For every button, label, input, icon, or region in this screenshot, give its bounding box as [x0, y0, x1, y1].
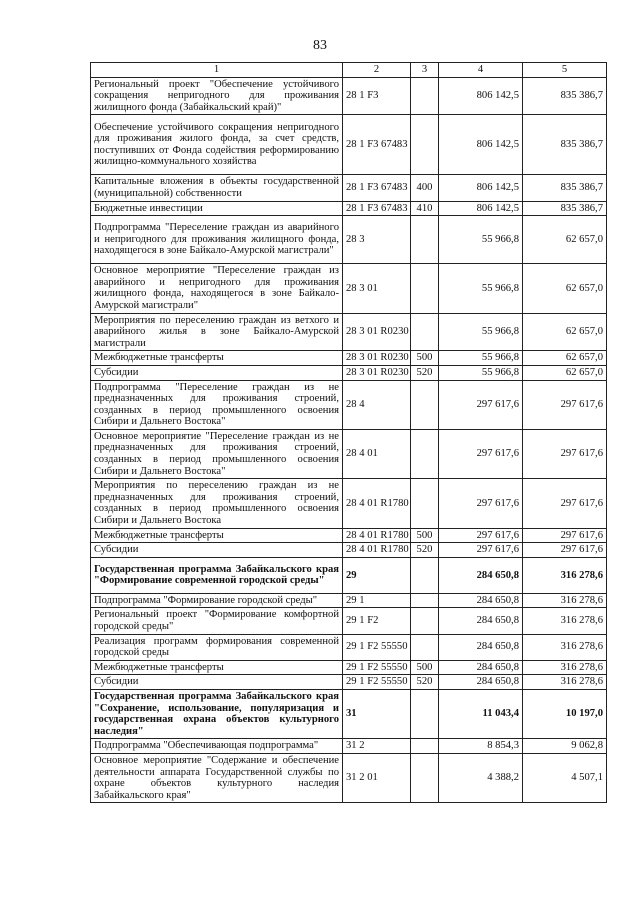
table-row	[91, 216, 607, 264]
table-row	[91, 543, 607, 558]
row-name: Подпрограмма "Обеспечивающая подпрограмма"	[91, 739, 343, 754]
row-value-year2: 62 657,0	[523, 216, 607, 264]
row-value-year2: 297 617,6	[523, 429, 607, 478]
row-code: 29 1 F2 55550	[343, 660, 411, 675]
row-name: Региональный проект "Формирование комфортной городской среды"	[91, 608, 343, 634]
row-code: 28 1 F3	[343, 77, 411, 115]
row-value-year1: 284 650,8	[439, 660, 523, 675]
table-row	[91, 115, 607, 175]
row-value-year1: 11 043,4	[439, 689, 523, 738]
row-value-year1: 297 617,6	[439, 429, 523, 478]
row-name: Реализация программ формирования современной городской среды	[91, 634, 343, 660]
row-value-year1: 284 650,8	[439, 608, 523, 634]
row-expense-type	[411, 264, 439, 313]
row-expense-type	[411, 77, 439, 115]
row-name: Государственная программа Забайкальского края "Формирование современной городской среды"	[91, 557, 343, 593]
row-value-year1: 55 966,8	[439, 351, 523, 366]
row-name: Подпрограмма "Формирование городской среды"	[91, 593, 343, 608]
table-row	[91, 608, 607, 634]
row-code: 31 2	[343, 739, 411, 754]
row-expense-type: 500	[411, 660, 439, 675]
table-row	[91, 201, 607, 216]
row-expense-type	[411, 380, 439, 429]
row-code: 28 3 01 R0230	[343, 365, 411, 380]
row-value-year2: 297 617,6	[523, 543, 607, 558]
row-name: Межбюджетные трансферты	[91, 528, 343, 543]
row-expense-type: 520	[411, 543, 439, 558]
row-name: Основное мероприятие "Переселение граждан из аварийного и непригодного для проживания жилищного фонда, находящегося в зоне Байкало-Амурской магистрали"	[91, 264, 343, 313]
row-code: 28 1 F3 67483	[343, 115, 411, 175]
row-expense-type: 500	[411, 351, 439, 366]
row-value-year2: 835 386,7	[523, 201, 607, 216]
row-value-year2: 316 278,6	[523, 608, 607, 634]
row-value-year1: 55 966,8	[439, 264, 523, 313]
table-row	[91, 660, 607, 675]
row-value-year2: 835 386,7	[523, 77, 607, 115]
row-name: Основное мероприятие "Содержание и обеспечение деятельности аппарата Государственной службы по охране объектов культурного наследия Забайкальского края"	[91, 753, 343, 802]
row-value-year1: 55 966,8	[439, 365, 523, 380]
row-expense-type	[411, 216, 439, 264]
table-row	[91, 365, 607, 380]
row-value-year1: 284 650,8	[439, 675, 523, 690]
table-row	[91, 313, 607, 351]
table-row	[91, 753, 607, 802]
budget-table	[90, 62, 607, 803]
row-code: 29 1	[343, 593, 411, 608]
row-name: Субсидии	[91, 543, 343, 558]
row-value-year2: 835 386,7	[523, 115, 607, 175]
row-expense-type	[411, 689, 439, 738]
row-expense-type	[411, 634, 439, 660]
row-name: Обеспечение устойчивого сокращения непригодного для проживания жилого фонда, за счет средств, поступивших от Фонда содействия реформированию жилищно-коммунального хозяйства	[91, 115, 343, 175]
row-value-year2: 62 657,0	[523, 365, 607, 380]
row-name: Капитальные вложения в объекты государственной (муниципальной) собственности	[91, 175, 343, 201]
header-col-4: 4	[439, 63, 523, 78]
row-code: 28 4	[343, 380, 411, 429]
header-col-2: 2	[343, 63, 411, 78]
row-code: 28 4 01 R1780	[343, 528, 411, 543]
row-expense-type	[411, 753, 439, 802]
row-value-year1: 8 854,3	[439, 739, 523, 754]
row-value-year2: 316 278,6	[523, 660, 607, 675]
row-name: Межбюджетные трансферты	[91, 660, 343, 675]
row-value-year1: 297 617,6	[439, 528, 523, 543]
row-value-year1: 297 617,6	[439, 380, 523, 429]
row-code: 28 4 01 R1780	[343, 543, 411, 558]
table-row	[91, 479, 607, 528]
row-value-year1: 806 142,5	[439, 201, 523, 216]
row-value-year1: 55 966,8	[439, 313, 523, 351]
table-row	[91, 634, 607, 660]
row-expense-type	[411, 593, 439, 608]
row-value-year2: 297 617,6	[523, 479, 607, 528]
row-code: 28 3 01 R0230	[343, 313, 411, 351]
row-code: 28 1 F3 67483	[343, 175, 411, 201]
row-value-year2: 316 278,6	[523, 557, 607, 593]
table-row	[91, 528, 607, 543]
row-value-year1: 284 650,8	[439, 557, 523, 593]
row-value-year2: 835 386,7	[523, 175, 607, 201]
table-row	[91, 593, 607, 608]
row-code: 28 4 01 R1780	[343, 479, 411, 528]
table-row	[91, 264, 607, 313]
row-name: Основное мероприятие "Переселение граждан из не предназначенных для проживания строений, созданных в период промышленного освоения Сибири и Дальнего Востока"	[91, 429, 343, 478]
row-code: 29 1 F2 55550	[343, 675, 411, 690]
row-expense-type: 400	[411, 175, 439, 201]
table-row	[91, 380, 607, 429]
row-value-year1: 55 966,8	[439, 216, 523, 264]
row-value-year2: 62 657,0	[523, 313, 607, 351]
row-value-year1: 284 650,8	[439, 634, 523, 660]
header-col-1: 1	[91, 63, 343, 78]
row-value-year1: 806 142,5	[439, 175, 523, 201]
row-code: 28 4 01	[343, 429, 411, 478]
row-value-year1: 297 617,6	[439, 543, 523, 558]
row-value-year2: 316 278,6	[523, 593, 607, 608]
row-value-year1: 297 617,6	[439, 479, 523, 528]
row-value-year2: 9 062,8	[523, 739, 607, 754]
table-row	[91, 739, 607, 754]
table-header-row	[91, 63, 607, 78]
row-name: Мероприятия по переселению граждан из не предназначенных для проживания строений, созданных в период промышленного освоения Сибири и Дальнего Востока	[91, 479, 343, 528]
row-expense-type	[411, 608, 439, 634]
table-row	[91, 675, 607, 690]
row-value-year2: 297 617,6	[523, 380, 607, 429]
row-code: 31 2 01	[343, 753, 411, 802]
header-col-3: 3	[411, 63, 439, 78]
row-name: Субсидии	[91, 365, 343, 380]
row-value-year2: 4 507,1	[523, 753, 607, 802]
row-value-year2: 316 278,6	[523, 634, 607, 660]
row-value-year1: 4 388,2	[439, 753, 523, 802]
row-expense-type	[411, 115, 439, 175]
row-value-year1: 806 142,5	[439, 77, 523, 115]
row-name: Бюджетные инвестиции	[91, 201, 343, 216]
row-value-year2: 62 657,0	[523, 351, 607, 366]
page-number: 83	[313, 38, 327, 53]
row-expense-type	[411, 479, 439, 528]
row-name: Подпрограмма "Переселение граждан из аварийного и непригодного для проживания жилищного фонда, находящегося в зоне Байкало-Амурской магистрали"	[91, 216, 343, 264]
row-name: Подпрограмма "Переселение граждан из не предназначенных для проживания строений, созданных в период промышленного освоения Сибири и Дальнего Востока"	[91, 380, 343, 429]
table-row	[91, 77, 607, 115]
row-value-year2: 297 617,6	[523, 528, 607, 543]
row-code: 29	[343, 557, 411, 593]
table-row	[91, 557, 607, 593]
row-expense-type	[411, 557, 439, 593]
row-expense-type: 520	[411, 365, 439, 380]
row-name: Государственная программа Забайкальского края "Сохранение, использование, популяризация и государственная охрана объектов культурного наследия"	[91, 689, 343, 738]
row-value-year2: 316 278,6	[523, 675, 607, 690]
row-code: 28 1 F3 67483	[343, 201, 411, 216]
row-expense-type	[411, 429, 439, 478]
row-name: Мероприятия по переселению граждан из ветхого и аварийного жилья в зоне Байкало-Амурской магистрали	[91, 313, 343, 351]
row-code: 28 3	[343, 216, 411, 264]
row-expense-type: 500	[411, 528, 439, 543]
row-name: Субсидии	[91, 675, 343, 690]
row-code: 28 3 01	[343, 264, 411, 313]
table-row	[91, 351, 607, 366]
row-expense-type: 520	[411, 675, 439, 690]
row-code: 31	[343, 689, 411, 738]
row-code: 28 3 01 R0230	[343, 351, 411, 366]
table-row	[91, 175, 607, 201]
row-code: 29 1 F2	[343, 608, 411, 634]
row-value-year2: 62 657,0	[523, 264, 607, 313]
row-name: Межбюджетные трансферты	[91, 351, 343, 366]
row-expense-type	[411, 739, 439, 754]
table-row	[91, 429, 607, 478]
row-value-year1: 806 142,5	[439, 115, 523, 175]
row-expense-type: 410	[411, 201, 439, 216]
row-value-year2: 10 197,0	[523, 689, 607, 738]
header-col-5: 5	[523, 63, 607, 78]
row-code: 29 1 F2 55550	[343, 634, 411, 660]
table-row	[91, 689, 607, 738]
row-name: Региональный проект "Обеспечение устойчивого сокращения непригодного для проживания жилищного фонда (Забайкальский край)"	[91, 77, 343, 115]
row-value-year1: 284 650,8	[439, 593, 523, 608]
row-expense-type	[411, 313, 439, 351]
